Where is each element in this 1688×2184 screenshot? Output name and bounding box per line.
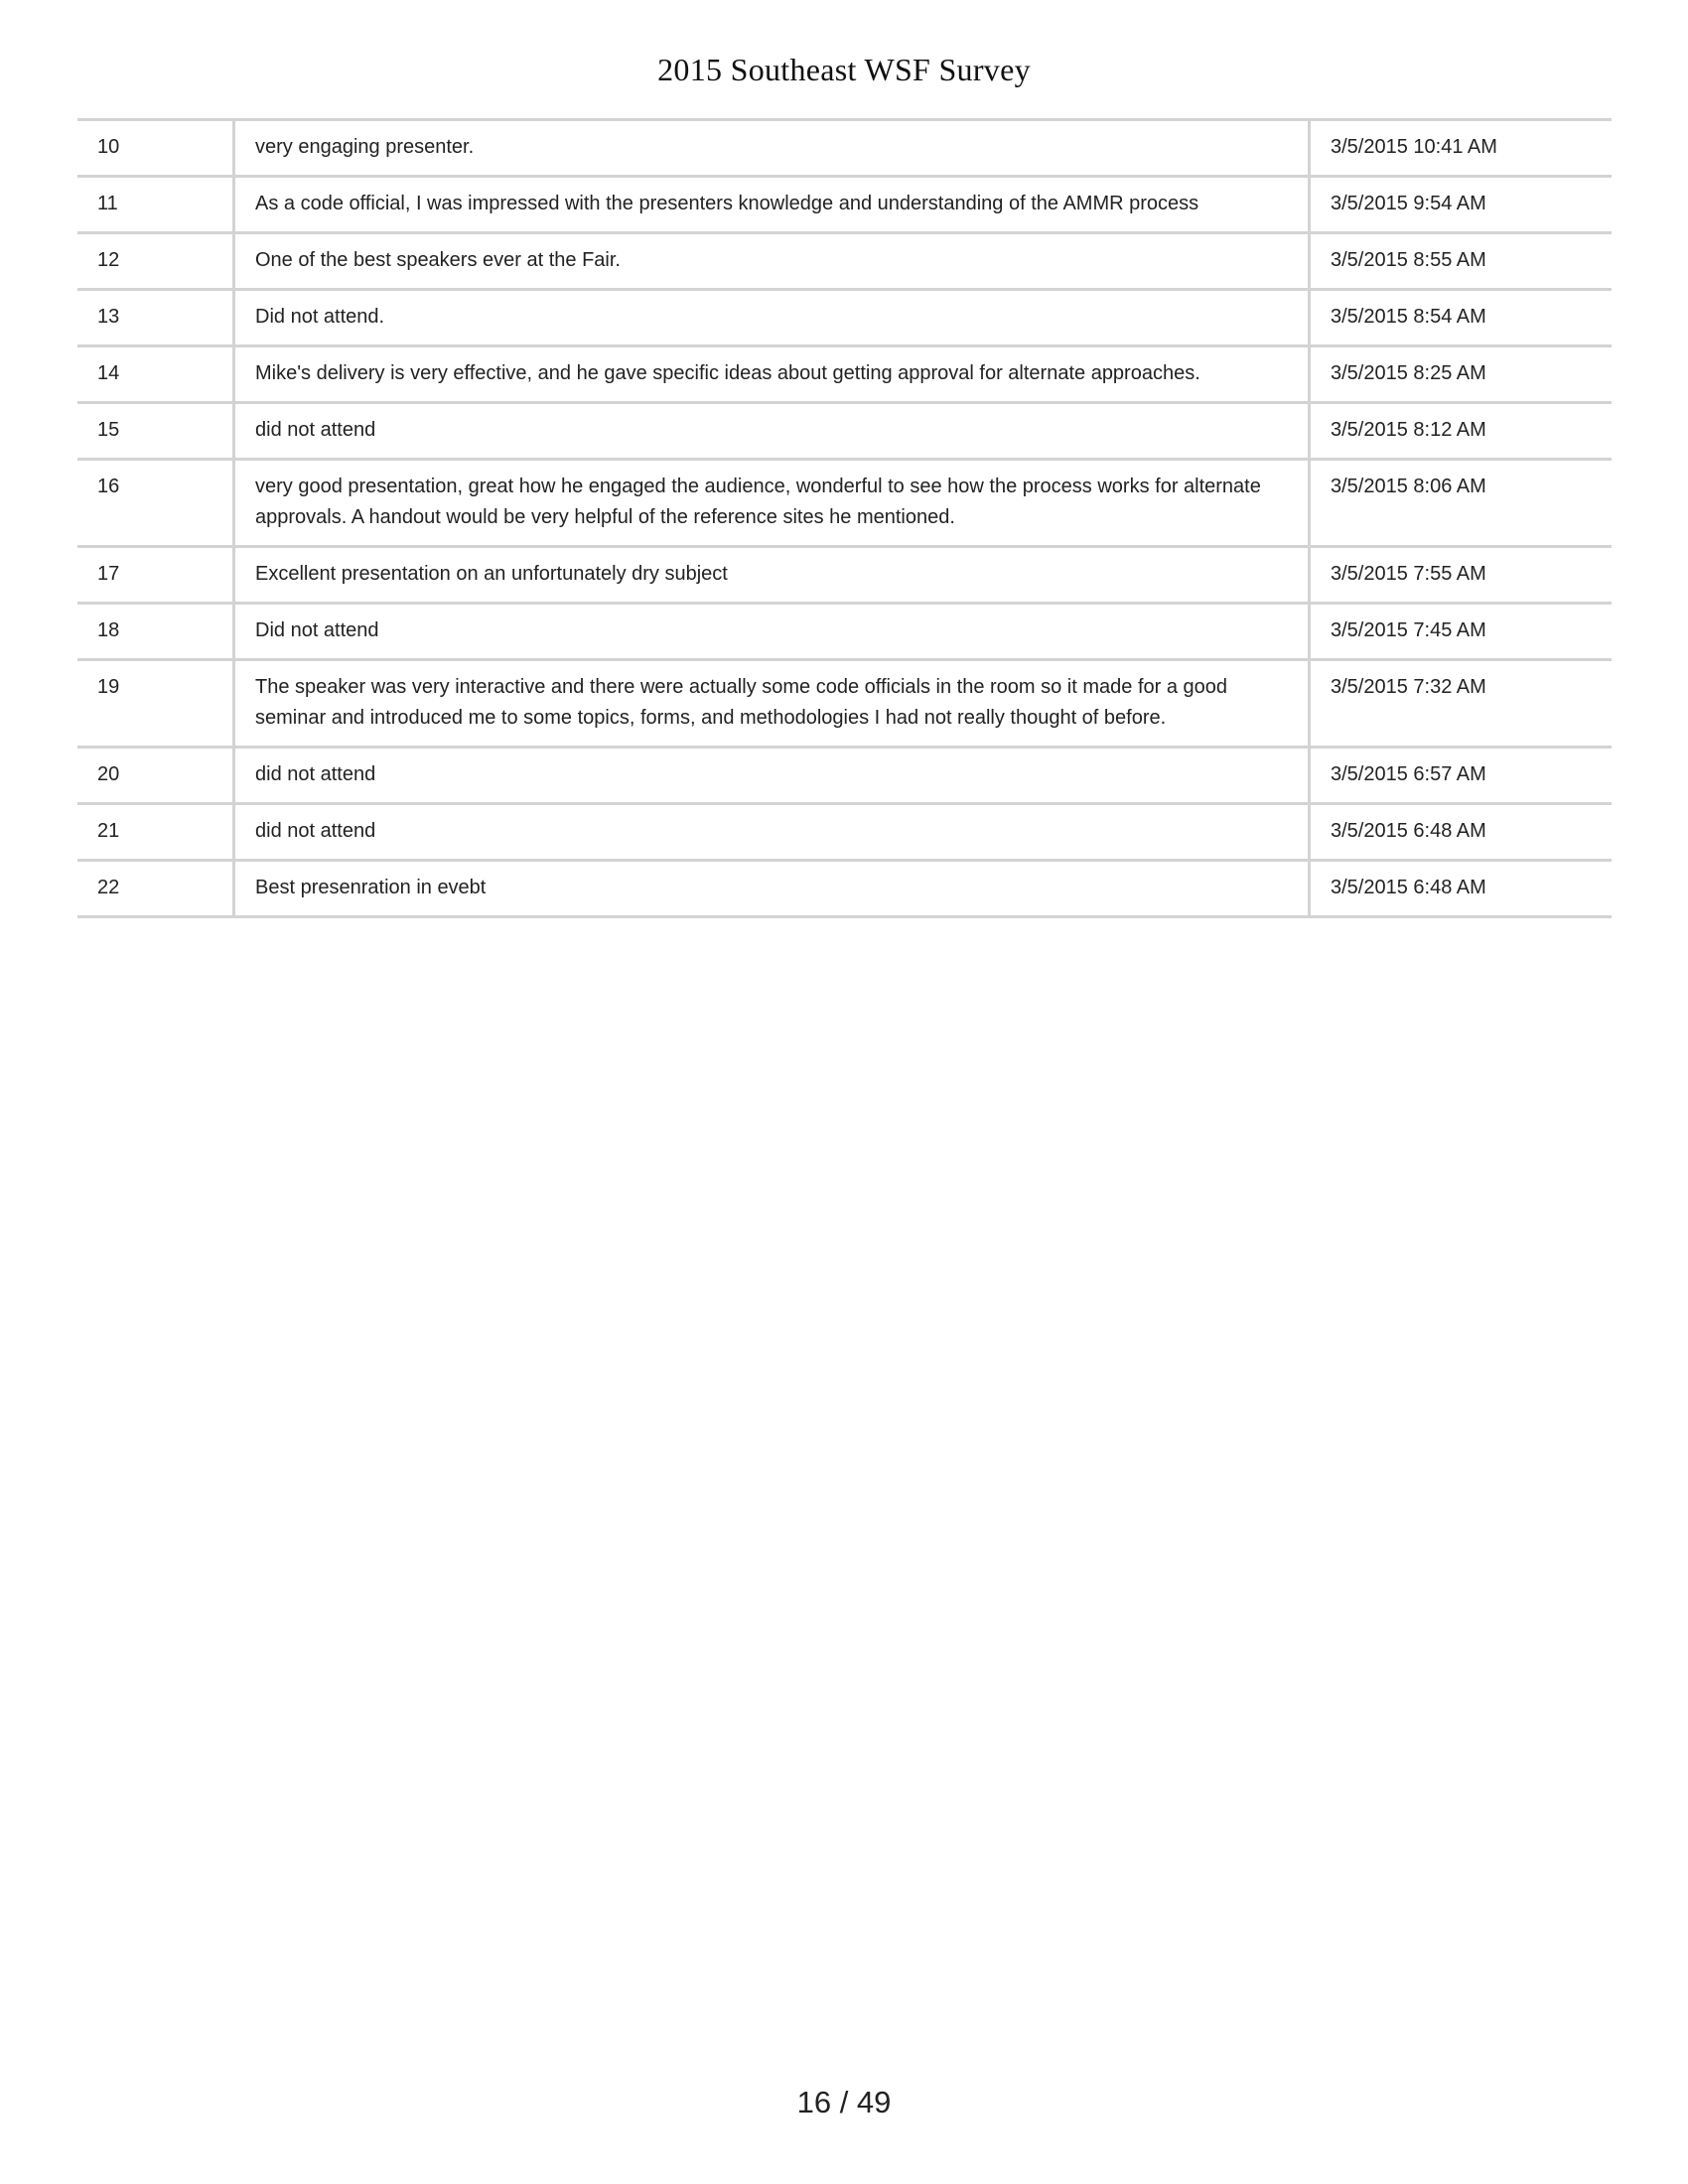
response-text: very good presentation, great how he engaged the audience, wonderful to see how the process works for alternate approvals. A handout would be very helpful of the reference sites he mentioned. bbox=[234, 460, 1310, 547]
response-text: As a code official, I was impressed with the presenters knowledge and understanding of the AMMR process bbox=[234, 177, 1310, 233]
table-row bbox=[77, 233, 1612, 290]
table-row bbox=[77, 346, 1612, 403]
response-number: 15 bbox=[77, 403, 234, 460]
response-date: 3/5/2015 7:45 AM bbox=[1310, 604, 1613, 660]
table-row bbox=[77, 460, 1612, 547]
table-row bbox=[77, 804, 1612, 861]
response-date: 3/5/2015 8:06 AM bbox=[1310, 460, 1613, 547]
response-date: 3/5/2015 8:55 AM bbox=[1310, 233, 1613, 290]
table-row bbox=[77, 660, 1612, 748]
response-number: 20 bbox=[77, 748, 234, 804]
table-row bbox=[77, 290, 1612, 346]
response-number: 10 bbox=[77, 120, 234, 177]
table-row bbox=[77, 177, 1612, 233]
table-row bbox=[77, 403, 1612, 460]
response-date: 3/5/2015 8:12 AM bbox=[1310, 403, 1613, 460]
response-number: 12 bbox=[77, 233, 234, 290]
response-text: very engaging presenter. bbox=[234, 120, 1310, 177]
response-number: 18 bbox=[77, 604, 234, 660]
responses-table-body bbox=[77, 120, 1612, 917]
response-text: did not attend bbox=[234, 748, 1310, 804]
response-number: 19 bbox=[77, 660, 234, 748]
response-text: Did not attend bbox=[234, 604, 1310, 660]
page-number: 16 / 49 bbox=[796, 2085, 892, 2119]
response-date: 3/5/2015 8:54 AM bbox=[1310, 290, 1613, 346]
response-text: Best presenration in evebt bbox=[234, 861, 1310, 917]
response-date: 3/5/2015 6:48 AM bbox=[1310, 804, 1613, 861]
response-number: 21 bbox=[77, 804, 234, 861]
response-date: 3/5/2015 6:57 AM bbox=[1310, 748, 1613, 804]
response-date: 3/5/2015 7:32 AM bbox=[1310, 660, 1613, 748]
response-text: The speaker was very interactive and there were actually some code officials in the room so it made for a good seminar and introduced me to some topics, forms, and methodologies I had not really thought of before. bbox=[234, 660, 1310, 748]
response-number: 17 bbox=[77, 547, 234, 604]
response-number: 11 bbox=[77, 177, 234, 233]
table-row bbox=[77, 120, 1612, 177]
response-date: 3/5/2015 8:25 AM bbox=[1310, 346, 1613, 403]
response-date: 3/5/2015 9:54 AM bbox=[1310, 177, 1613, 233]
response-date: 3/5/2015 6:48 AM bbox=[1310, 861, 1613, 917]
response-date: 3/5/2015 7:55 AM bbox=[1310, 547, 1613, 604]
response-number: 22 bbox=[77, 861, 234, 917]
table-row bbox=[77, 547, 1612, 604]
responses-table bbox=[77, 118, 1612, 918]
response-number: 14 bbox=[77, 346, 234, 403]
response-text: did not attend bbox=[234, 804, 1310, 861]
page-title: 2015 Southeast WSF Survey bbox=[657, 52, 1031, 87]
response-text: did not attend bbox=[234, 403, 1310, 460]
table-row bbox=[77, 748, 1612, 804]
response-text: Did not attend. bbox=[234, 290, 1310, 346]
response-text: Excellent presentation on an unfortunately dry subject bbox=[234, 547, 1310, 604]
table-row bbox=[77, 861, 1612, 917]
response-date: 3/5/2015 10:41 AM bbox=[1310, 120, 1613, 177]
response-text: Mike's delivery is very effective, and he gave specific ideas about getting approval for alternate approaches. bbox=[234, 346, 1310, 403]
response-number: 13 bbox=[77, 290, 234, 346]
response-text: One of the best speakers ever at the Fair. bbox=[234, 233, 1310, 290]
response-number: 16 bbox=[77, 460, 234, 547]
table-row bbox=[77, 604, 1612, 660]
